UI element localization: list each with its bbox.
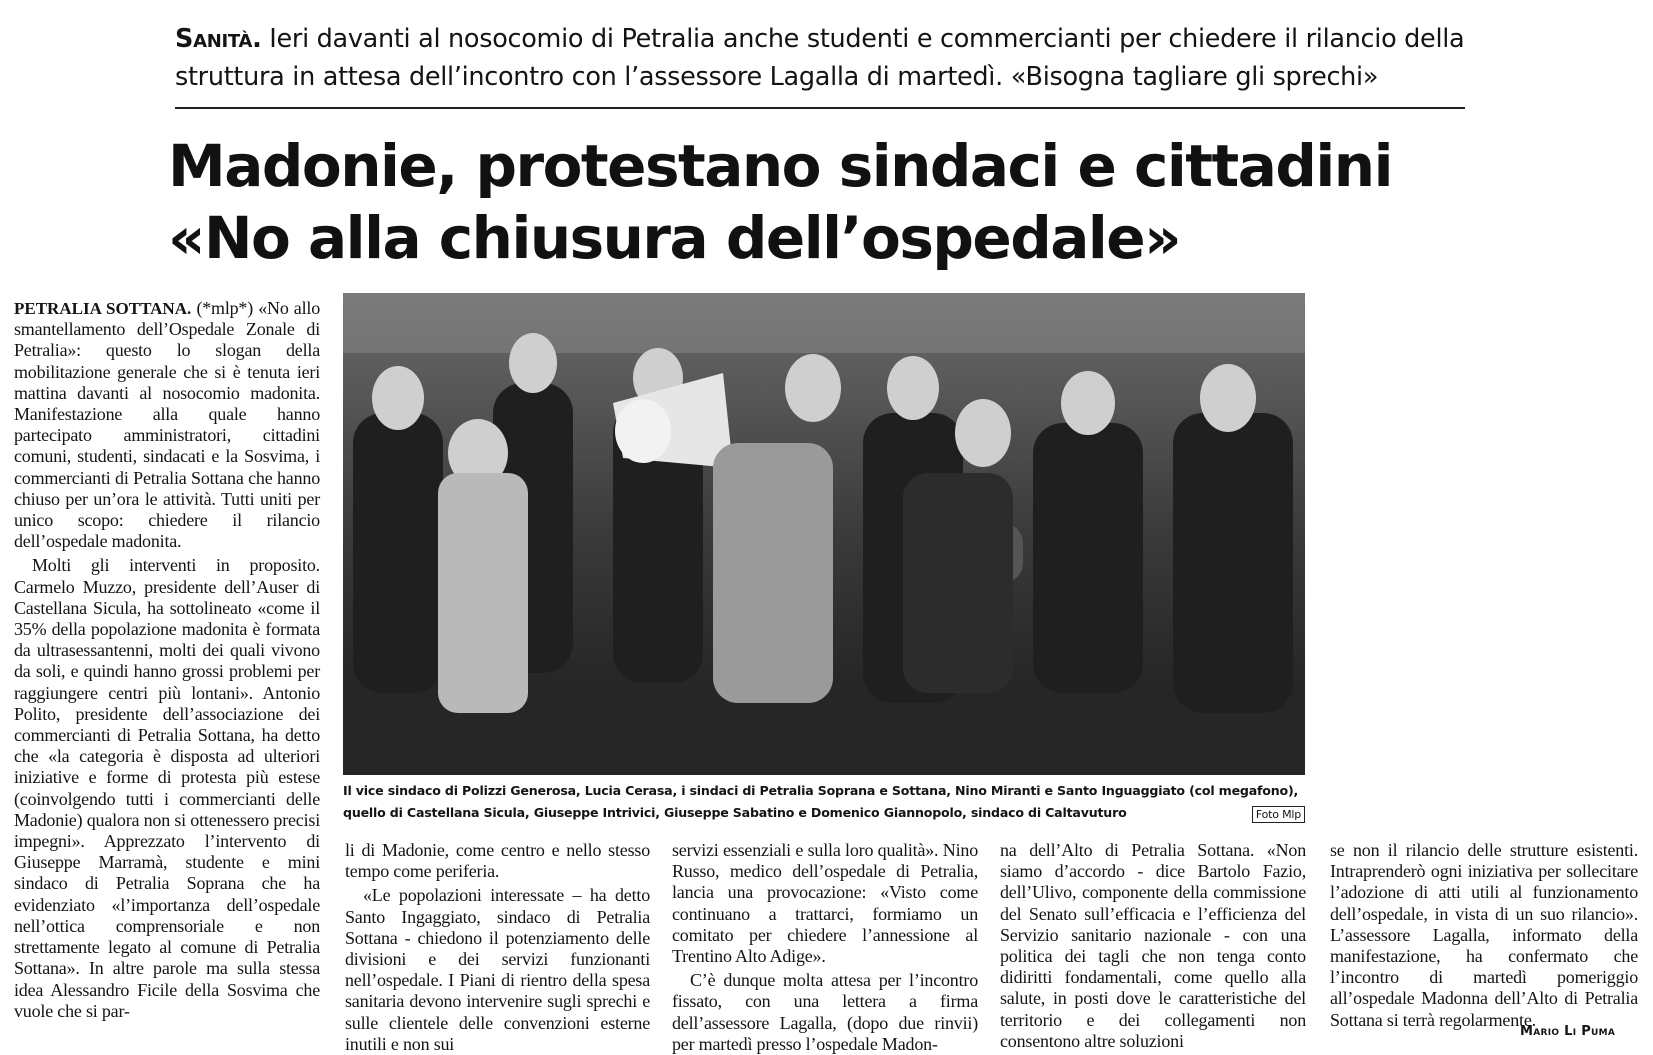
kicker-rule bbox=[175, 107, 1465, 109]
paragraph: PETRALIA SOTTANA. (*mlp*) «No allo smantellamento dell’Ospedale Zonale di Petralia»: questo lo slogan della mobilitazione generale che si è tenuta ieri mattina davanti al nosocomio madonita. Manifestazione alla quale hanno partecipato amministratori, cittadini comuni, studenti, sindacati e la Sosvima, i commercianti di Petralia Sottana che hanno chiuso per un’ora le attività. Tutti uniti per unico scopo: chiedere il rilancio dell’ospedale madonita. bbox=[14, 298, 320, 552]
paragraph: se non il rilancio delle strutture esistenti. Intraprenderò ogni iniziativa per sollecitare l’adozione di atti utili al funzionamento dell’ospedale, in vista di un suo rilancio». L’assessore Lagalla, informato della manifestazione, ha confermato che l’incontro di martedì pomeriggio all’ospedale Madonna dell’Alto di Petralia Sottana si terrà regolarmente. bbox=[1330, 840, 1638, 1030]
paragraph: li di Madonie, come centro e nello stesso tempo come periferia. bbox=[345, 840, 650, 882]
photo-credit: Foto Mlp bbox=[1252, 806, 1305, 823]
paragraph: servizi essenziali e sulla loro qualità». Nino Russo, medico dell’ospedale di Petralia, lancia una provocazione: «Visto come continuano a trattarci, formiamo un comitato per chiedere l’annessione al Trentino Alto Adige». bbox=[672, 840, 978, 967]
paragraph: C’è dunque molta attesa per l’incontro fissato, con una lettera a firma dell’assessore Lagalla, (dopo due rinvii) per martedì presso l’ospedale Madon- bbox=[672, 970, 978, 1054]
paragraph: na dell’Alto di Petralia Sottana. «Non siamo d’accordo - dice Bartolo Fazio, dell’Ulivo, componente della commissione del Senato sull’efficacia e l’efficienza del Servizio sanitario nazionale - con una politica dei tagli che non tenga conto didiritti fondamentali, come quello alla salute, in posti dove le caratteristiche del territorio e dei collegamenti non consentono altre soluzioni bbox=[1000, 840, 1306, 1051]
caption-text: Il vice sindaco di Polizzi Generosa, Lucia Cerasa, i sindaci di Petralia Soprana e Sottana, Nino Miranti e Santo Inguaggiato (col megafono), quello di Castellana Sicula, Giuseppe Intrivici, Giuseppe Sabatino e Domenico Giannopolo, sindaco di Caltavuturo bbox=[343, 783, 1299, 820]
kicker-text: Ieri davanti al nosocomio di Petralia anche studenti e commercianti per chiedere il rilancio della struttura in attesa dell’incontro con l’assessore Lagalla di martedì. «Bisogna tagliare gli sprechi» bbox=[175, 24, 1465, 92]
kicker-label: Sanità. bbox=[175, 24, 262, 54]
photo-caption bbox=[343, 780, 1305, 824]
headline-line-2: «No alla chiusura dell’ospedale» bbox=[168, 204, 1181, 272]
dateline: PETRALIA SOTTANA. bbox=[14, 299, 192, 318]
article-column-4 bbox=[1000, 840, 1306, 1052]
article-column-1 bbox=[14, 298, 320, 1022]
crowd-photo-illustration bbox=[343, 293, 1305, 775]
headline-line-1: Madonie, protestano sindaci e cittadini bbox=[168, 132, 1392, 200]
article-column-3 bbox=[672, 840, 978, 1055]
paragraph: «Le popolazioni interessate – ha detto Santo Ingaggiato, sindaco di Petralia Sottana - chiedono il potenziamento delle divisioni e dei servizi funzionanti nell’ospedale. I Piani di rientro della spesa sanitaria devono intervenire sugli sprechi e sulle clientele delle convenzioni esterne inutili e non sui bbox=[345, 885, 650, 1054]
article-column-2 bbox=[345, 840, 650, 1055]
headline bbox=[168, 130, 1468, 274]
author-signature: Mario Li Puma bbox=[1520, 1024, 1616, 1039]
article-column-5 bbox=[1330, 840, 1638, 1031]
protest-photo bbox=[343, 293, 1305, 775]
kicker bbox=[175, 20, 1465, 96]
paragraph: Molti gli interventi in proposito. Carmelo Muzzo, presidente dell’Auser di Castellana Sicula, ha sottolineato «come il 35% della popolazione madonita è formata da ultrasessantenni, molti dei quali vivono da soli, e quindi hanno grossi problemi per raggiungere centri più lontani». Antonio Polito, presidente dell’associazione dei commercianti di Petralia Sottana, ha detto che «la categoria è disposta ad ulteriori iniziative e forme di protesta più estese (coinvolgendo tutti i commercianti delle Madonie) qualora non si ottenessero precisi impegni». Apprezzato l’intervento di Giuseppe Marramà, studente e mini sindaco di Petralia Soprana che ha evidenziato «l’importanza dell’ospedale nell’ottica comprensoriale e non strettamente legato al comune di Petralia Sottana». In altre parole ma sulla stessa idea Alessandro Ficile della Sosvima che vuole che si par- bbox=[14, 555, 320, 1021]
